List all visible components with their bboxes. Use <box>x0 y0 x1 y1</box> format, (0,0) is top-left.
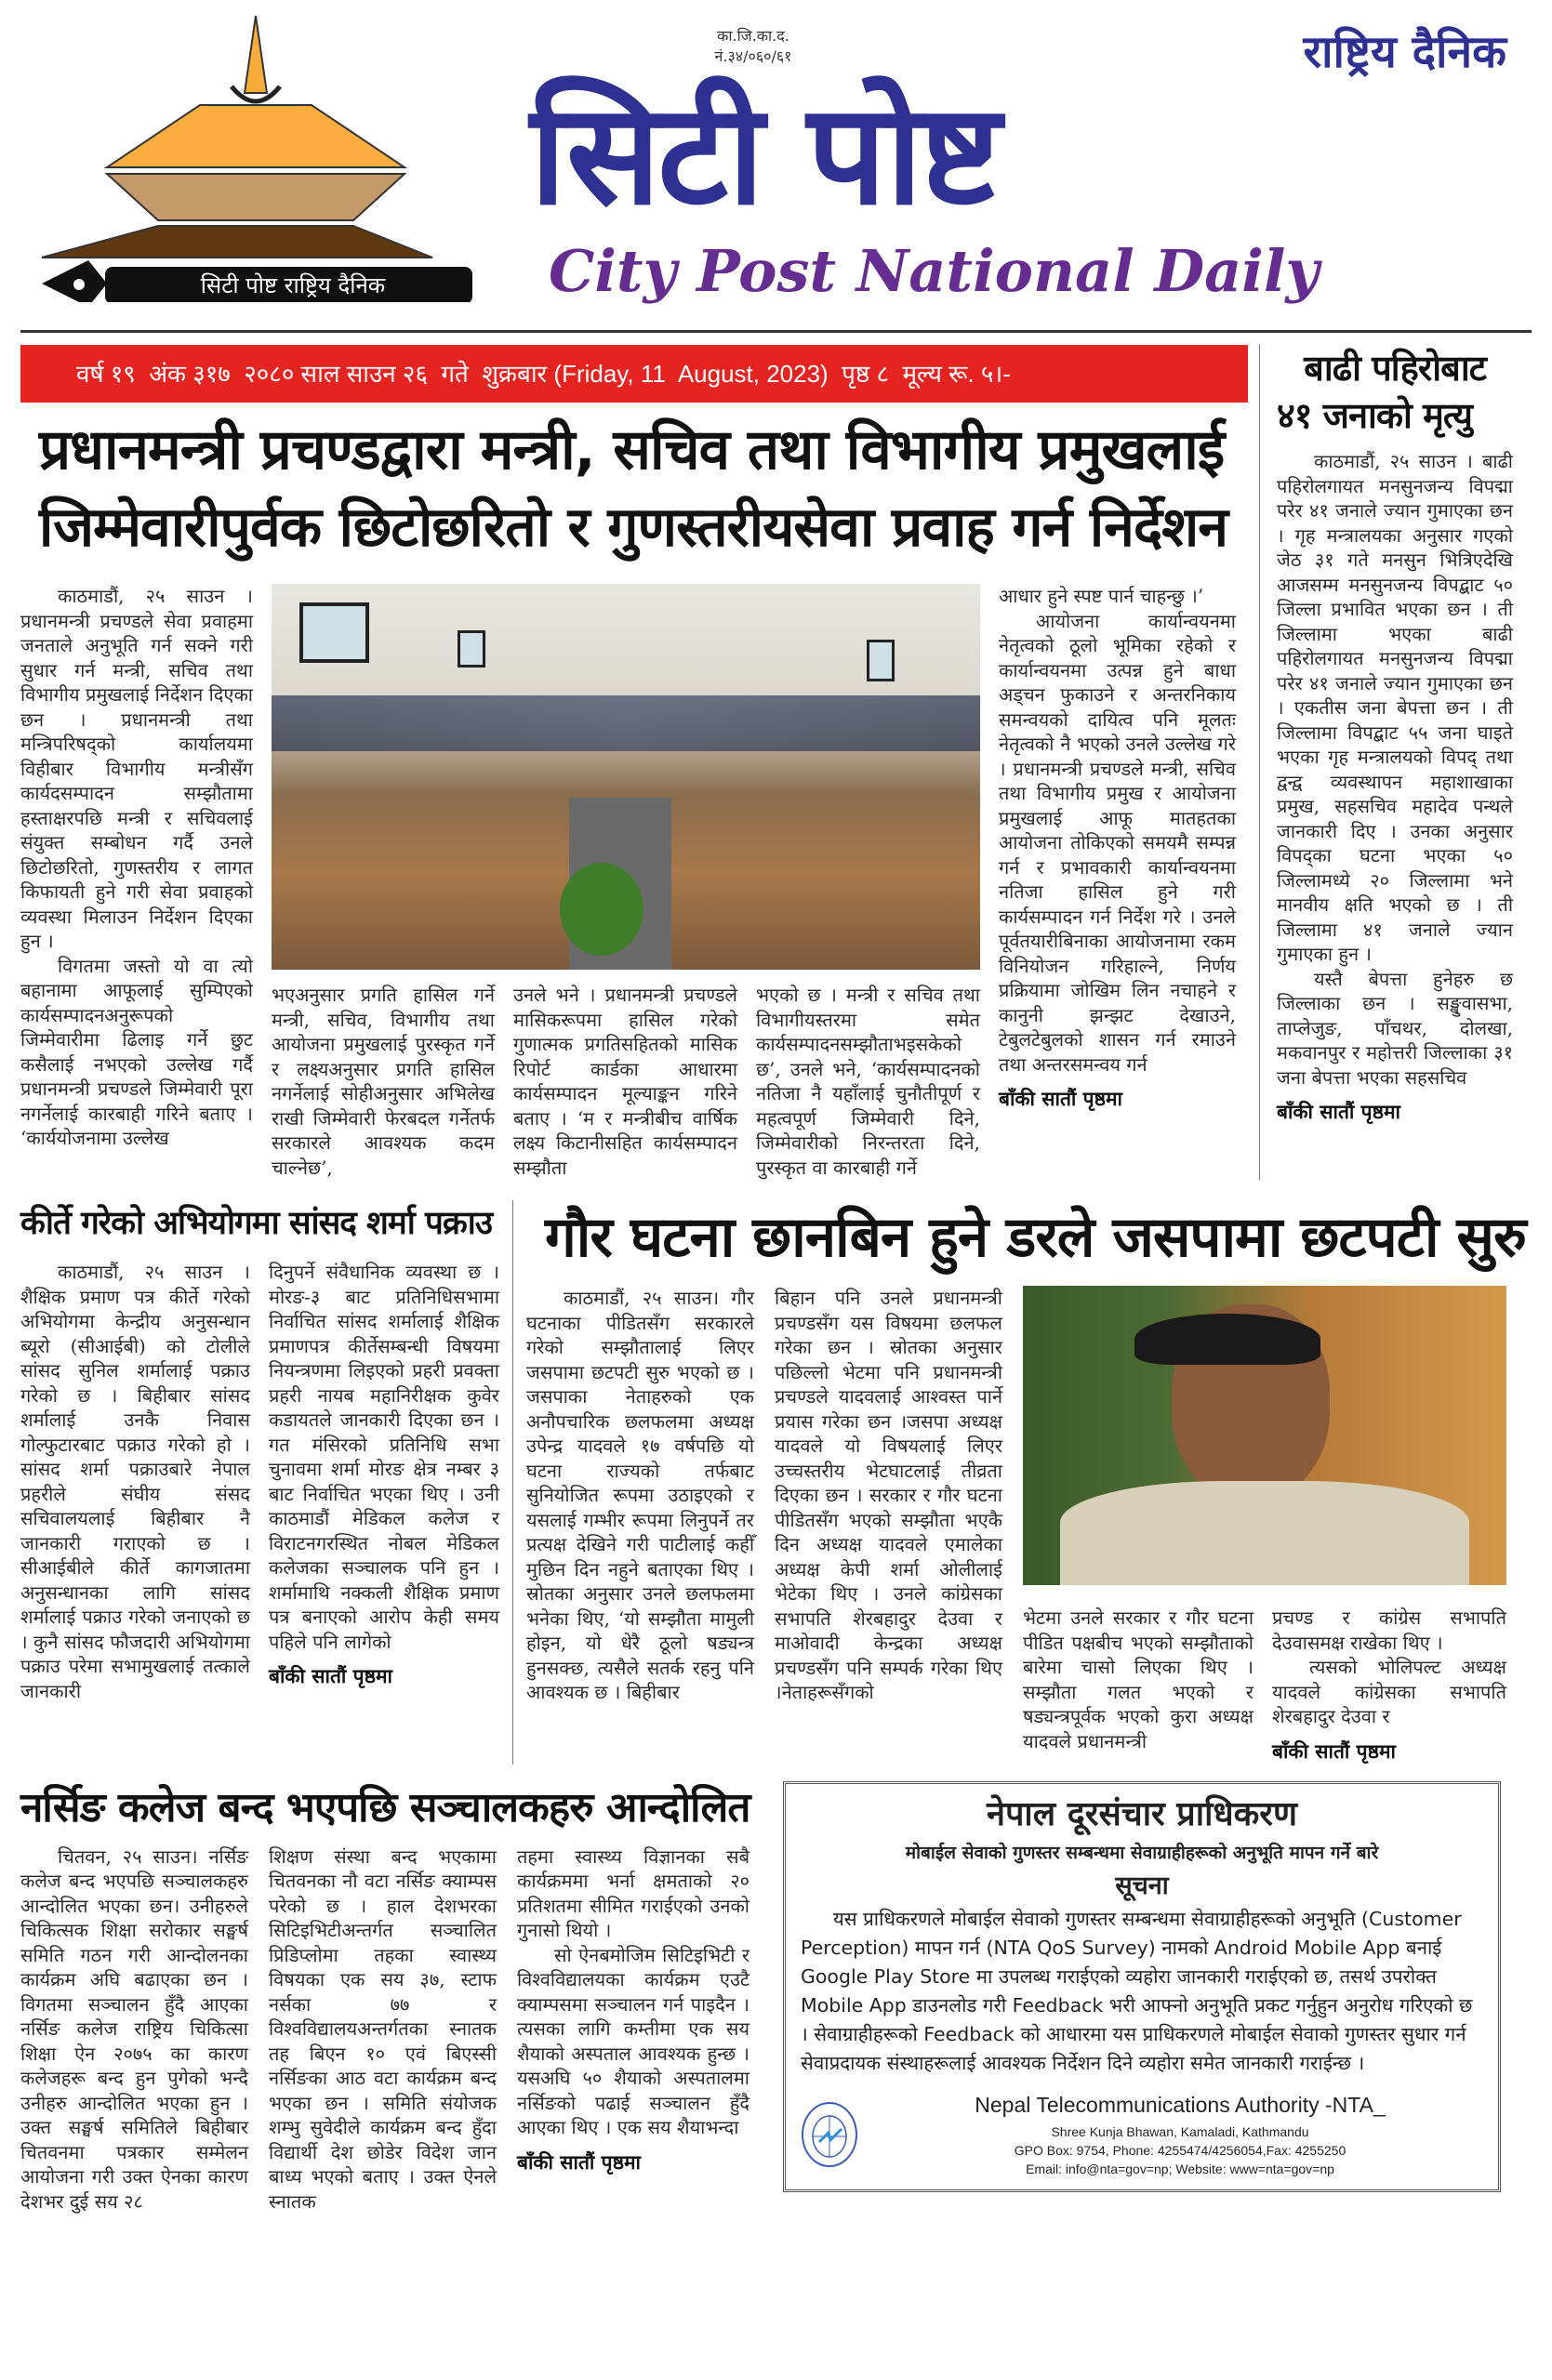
paragraph: यस्तै बेपत्ता हुनेहरु छ जिल्लाका छन । सङ्खुवासभा, ताप्लेजुङ, पाँचथर, दोलखा, मकवानपुर र महोत्तरी जिल्लाका ३१ जना बेपत्ता भएका सहसचिव <box>1277 967 1513 1089</box>
paragraph: उनले भने । प्रधानमन्त्री प्रचण्डले मासिकरूपमा हासिल गरेको गुणात्मक प्रगतिसहितको मासिक रिपोर्ट कार्डका आधारमा कार्यसम्पादन मूल्याङ्कन गरिने बताए । ‘म र मन्त्रीबीच वार्षिक लक्ष्य किटानीसहित कार्यसम्पादन सम्झौता <box>513 984 737 1179</box>
nta-subject: मोबाईल सेवाको गुणस्तर सम्बन्धमा सेवाग्राहीहरूको अनुभूति मापन गर्ने बारे <box>905 1842 1379 1863</box>
nta-contact <box>877 2091 1483 2178</box>
gaur-column <box>526 1286 754 1705</box>
city-post-logo <box>33 14 507 302</box>
paragraph: दिनुपर्ने संवैधानिक व्यवस्था छ । मोरङ-३ बाट प्रतिनिधिसभामा निर्वाचित सांसद शर्मालाई शैक्षिक प्रमाणपत्र कीर्तेसम्बन्धी विषयमा नियन्त्रणमा लिइएको प्रहरी प्रवक्ता प्रहरी नायब महानिरीक्षक कुवेर कडायतले जानकारी दिएका छन । गत मंसिरको प्रतिनिधि सभा चुनावमा शर्मा मोरङ क्षेत्र नम्बर ३ बाट निर्वाचित भएका थिए । उनी काठमाडौं मेडिकल कलेज र विराटनगरस्थित नोबल मेडिकल कलेजका सञ्चालक पनि हुन ।शर्मामाथि नक्कली शैक्षिक प्रमाण पत्र बनाएको आरोप केही समय पहिले पनि लागेको <box>269 1261 499 1653</box>
continued-link[interactable]: बाँकी सातौं पृष्ठमा <box>517 2150 641 2174</box>
upendra-yadav-photo <box>1023 1286 1506 1585</box>
sharma-column <box>20 1260 250 1703</box>
continued-link[interactable]: बाँकी सातौं पृष्ठमा <box>269 1665 392 1688</box>
paragraph: त्यसको भोलिपल्ट अध्यक्ष यादवले कांग्रेसका सभापति शेरबहादुर देउवा र <box>1272 1656 1506 1728</box>
column-divider <box>1259 345 1260 1180</box>
paragraph: आधार हुने स्पष्ट पार्न चाहन्छु ।’ <box>999 585 1204 608</box>
column-divider <box>512 1200 513 1764</box>
nta-email[interactable]: Email: info@nta=gov=np; Website: www=nta=gov=np <box>1026 2161 1334 2176</box>
lead-headline-line: प्रधानमन्त्री प्रचण्डद्वारा मन्त्री, सचिव तथा विभागीय प्रमुखलाई <box>39 417 1225 483</box>
nursing-story <box>20 1781 755 2215</box>
registration-number <box>651 26 856 67</box>
registration-line: नं.३४/०६०/६१ <box>714 47 792 65</box>
lead-headline-line: जिम्मेवारीपुर्वक छिटोछरितो र गुणस्तरीयसेवा प्रवाह गर्न निर्देशन <box>39 495 1228 560</box>
paragraph: तहमा स्वास्थ्य विज्ञानका सबै कार्यक्रममा भर्ना क्षमताको २० प्रतिशतमा सीमित गराईएको उनको गुनासो थियो । <box>517 1844 749 1942</box>
lead-column <box>272 983 495 1180</box>
gaur-column <box>1272 1606 1506 1729</box>
sidebar-column <box>1277 449 1513 1090</box>
paragraph: काठमाडौं, २५ साउन । बाढी पहिरोलगायत मनसुनजन्य विपद्मा परेर ४१ जनाले ज्यान गुमाएका छन । गृह मन्त्रालयका अनुसार गएको जेठ ३१ गते मनसुन भित्रिएदेखि आजसम्म मनसुनजन्य विपद्बाट ५० जिल्ला प्रभावित भएका छन । ती जिल्लामा भएका बाढी पहिरोलगायत मनसुनजन्य विपद्मा परेर ४१ जनाले ज्यान गुमाएका छन । एकतीस जना बेपत्ता छन । ती जिल्लामा विपद्बाट ५५ जना घाइते भएका गृह मन्त्रालयको विपद् तथा द्वन्द्व व्यवस्थापन महाशाखाका प्रमुख, सहसचिव महादेव पन्थले जानकारी दिए । उनका अनुसार विपद्का घटना भएका ५० जिल्लामध्ये २० जिल्लामा भने मानवीय क्षति भएको छ । ती जिल्लामा ४१ जनाले ज्यान गुमाएका हुन । <box>1277 450 1513 965</box>
nta-phone: GPO Box: 9754, Phone: 4255474/4256054,Fax: 4255250 <box>1014 2142 1346 2158</box>
paragraph: सो ऐनबमोजिम सिटिइभिटी र विश्वविद्यालयका कार्यक्रम एउटै क्याम्पसमा सञ्चालन गर्न पाइदैन । त्यसका लागि कम्तीमा एक सय शैयाको अस्पताल आवश्यक हुन्छ । यसअघि ५० शैयाको अस्पतालमा नर्सिङको पढाई सञ्चालन हुँदै आएका थिए । एक सय शैयाभन्दा <box>517 1943 749 2139</box>
paragraph: भएको छ । मन्त्री र सचिव तथा विभागीयस्तरमा समेत कार्यसम्पादनसम्झौताभइसकेको छ’, उनले भने, ‘कार्यसम्पादनको नतिजा नै यहाँलाई चुनौतीपूर्ण र महत्वपूर्ण जिम्मेवारी दिने, जिम्मेवारीको निरन्तरता दिने, पुरस्कृत वा कारबाही गर्ने <box>756 984 980 1179</box>
vest <box>1060 1481 1469 1585</box>
gaur-headline: गौर घटना छानबिन हुने डरले जसपामा छटपटी सुरु <box>545 1205 1526 1271</box>
sidebar-headline-line: बाढी पहिरोबाट <box>1304 348 1486 389</box>
nta-address: Shree Kunja Bhawan, Kamaladi, Kathmandu <box>1051 2123 1309 2139</box>
nta-notice-ad <box>783 1781 1501 2192</box>
masthead <box>0 0 1552 330</box>
continued-link[interactable]: बाँकी सातौं पृष्ठमा <box>999 1088 1122 1111</box>
plant <box>560 863 643 956</box>
nta-title: सूचना <box>1115 1871 1169 1900</box>
paragraph: बिहान पनि उनले प्रधानमन्त्री प्रचण्डसँग यस विषयमा छलफल गरेका छन । स्रोतका अनुसार पछिल्लो भेटमा पनि प्रधानमन्त्री प्रचण्डले यादवलाई आश्वस्त पार्ने प्रयास गरेका छन ।जसपा अध्यक्ष यादवले यो विषयलाई लिएर उच्चस्तरीय भेटघाटलाई तीव्रता दिएका छन । सरकार र गौर घटना पीडितसँग भएको सम्झौता भएकै दिन अध्यक्ष यादवले एमालेका अध्यक्ष केपी शर्मा ओलीलाई भेटेका थिए । उनले कांग्रेसका सभापति शेरबहादुर देउवा र माओवादी केन्द्रका अध्यक्ष प्रचण्डसँग पनि सम्पर्क गरेका थिए ।नेताहरूसँगको <box>775 1287 1002 1704</box>
nursing-column <box>20 1844 248 2215</box>
nta-seal-icon <box>801 2101 858 2168</box>
lead-column <box>999 584 1236 1077</box>
dateline-text: वर्ष १९ अंक ३१७ २०८० साल साउन २६ गते शुक्रबार (Friday, 11 August, 2023) पृष्ठ ८ मूल्य रू. ५।- <box>76 360 1011 388</box>
masthead-tagline: राष्ट्रिय दैनिक <box>1303 26 1506 78</box>
screen <box>458 630 485 668</box>
sharma-column <box>269 1260 499 1654</box>
continued-link[interactable]: बाँकी सातौं पृष्ठमा <box>1272 1739 1396 1763</box>
nursing-headline: नर्सिङ कलेज बन्द भएपछि सञ्चालकहरु आन्दोलित <box>20 1783 750 1831</box>
continued-link[interactable]: बाँकी सातौं पृष्ठमा <box>1277 1101 1400 1123</box>
paragraph: प्रचण्ड र कांग्रेस सभापति देउवासमक्ष राखेका थिए । <box>1272 1606 1506 1654</box>
registration-line: का.जि.का.द. <box>717 27 789 45</box>
dateline-bar <box>20 345 1248 403</box>
sharma-story <box>20 1200 499 1703</box>
nursing-column <box>269 1844 497 2215</box>
logo-caption: सिटी पोष्ट राष्ट्रिय दैनिक <box>200 272 386 298</box>
lead-story <box>20 345 1248 1180</box>
cabinet-meeting-photo <box>272 584 980 970</box>
gaur-column <box>775 1286 1002 1705</box>
masthead-title: सिटी पोष्ट <box>530 74 999 236</box>
gaur-story <box>526 1200 1531 1764</box>
paragraph: विगतमा जस्तो यो वा त्यो बहानामा आफूलाई सुम्पिएको कार्यसम्पादनअनुरूपको जिम्मेवारीमा ढिलाइ गर्ने छुट कसैलाई नभएको उल्लेख गर्दै प्रधानमन्त्री प्रचण्डले जिम्मेवारी पूरा नगर्नेलाई कारबाही गरिने बताए । ‘कार्ययोजनामा उल्लेख <box>20 954 253 1150</box>
paragraph: काठमाडौं, २५ साउन । प्रधानमन्त्री प्रचण्डले सेवा प्रवाहमा जनताले अनुभूति गर्न सक्ने गरी सुधार गर्न मन्त्री, सचिव तथा विभागीय प्रमुखलाई निर्देशन दिएका छन । प्रधानमन्त्री तथा मन्त्रिपरिषद्को कार्यालयमा विहीबार विभागीय मन्त्रीसँग कार्यदसम्पादन सम्झौतामा हस्ताक्षरपछि मन्त्री र सचिवलाई संयुक्त सम्बोधन गर्दै उनले छिटोछरितो, गुणस्तरीय र लागत किफायती हुने गरी सेवा प्रवाहको व्यवस्था मिलाउन निर्देशन दिएका हुन । <box>20 585 253 953</box>
paragraph: भेटमा उनले सरकार र गौर घटना पीडित पक्षबीच भएको सम्झौताको बारेमा चासो लिएका थिए । सम्झौता गलत भएको र षड्यन्त्रपूर्वक भएको कुरा अध्यक्ष यादवले प्रधानमन्त्री <box>1023 1606 1254 1752</box>
nta-org-name: नेपाल दूरसंचार प्राधिकरण <box>987 1794 1297 1833</box>
people-row <box>272 695 980 751</box>
sharma-headline: कीर्ते गरेको अभियोगमा सांसद शर्मा पक्राउ <box>20 1205 493 1243</box>
paragraph: आयोजना कार्यान्वयनमा नेतृत्वको ठूलो भूमिका रहेको र कार्यान्वयनमा उत्पन्न हुने बाधा अड्चन फुकाउने र अन्तरनिकाय समन्वयको दायित्व पनि मूलतः नेतृत्वको नै भएको उनले उल्लेख गरे । प्रधानमन्त्री प्रचण्डले मन्त्री, सचिव तथा विभागीय प्रमुख र आयोजना प्रमुखलाई आफू मातहतका आयोजना तोकिएको समयमै सम्पन्न गर्न र प्रभावकारी कार्यान्वयनमा नतिजा हासिल हुने गरी कार्यसम्पादन गर्न निर्देश गरे । उनले पूर्वतयारीबिनाका आयोजनामा रकम विनियोजन गरिहाल्ने, निर्णय प्रक्रियामा जोखिम लिन नचाहने र कानुनी झन्झट देखाउने, टेबुलटेबुलको शासन गर्न रमाउने तथा अन्तरसमन्वय गर्न <box>999 609 1236 1076</box>
sidebar-headline-line: ४१ जनाको मृत्यु <box>1277 395 1472 436</box>
paragraph: काठमाडौं, २५ साउन । शैक्षिक प्रमाण पत्र कीर्ते गरेको अभियोगमा केन्द्रीय अनुसन्धान ब्यूरो (सीआईबी) को टोलीले सांसद सुनिल शर्मालाई पक्राउ गरेको छ । बिहीबार सांसद शर्मालाई उनकै निवास गोल्फुटारबाट पक्राउ गरेको हो । सांसद शर्मा पक्राउबारे नेपाल प्रहरीले संघीय संसद सचिवालयलाई बिहीबार नै जानकारी गराएको छ । सीआईबीले कीर्ते कागजातमा अनुसन्धानका लागि सांसद शर्मालाई पक्राउ गरेको जनाएको छ । कुनै सांसद फौजदारी अभियोगमा पक्राउ परेमा सभामुखलाई तत्काले जानकारी <box>20 1261 250 1702</box>
paragraph: चितवन, २५ साउन। नर्सिङ कलेज बन्द भएपछि सञ्चालकहरु आन्दोलित भएका छन। उनीहरुले चिकित्सक शिक्षा सरोकार सङ्घर्ष समिति गठन गरी आन्दोलनका कार्यक्रम अघि बढाएका छन । विगतमा सञ्चालन हुँदै आएका नर्सिङ कलेज राष्ट्रिय चिकित्सा शिक्षा ऐन २०७५ का कारण कलेजहरू बन्द हुन पुगेको भन्दै उनीहरु आन्दोलित भएका हुन । उक्त सङ्घर्ष समितिले बिहीबार चितवनमा पत्रकार सम्मेलन आयोजना गरी उक्त ऐनका कारण देशभर दुई सय २८ <box>20 1844 248 2213</box>
screen <box>299 602 369 663</box>
paragraph: शिक्षण संस्था बन्द भएकामा चितवनका नौ वटा नर्सिङ क्याम्पस परेको छ । हाल देशभरका सिटिइभिटीअन्तर्गत सञ्चालित प्रिडिप्लोमा तहका स्वास्थ्य विषयका एक सय ३७, स्टाफ नर्सका ७७ र विश्वविद्यालयअन्तर्गतका स्नातक तह बिएन १० एवं बिएस्सी नर्सिङका आठ वटा कार्यक्रम बन्द भएका छन । समिति संयोजक शम्भु सुवेदीले कार्यक्रम बन्द हुँदा विद्यार्थी देश छोडेर विदेश जान बाध्य भएको बताए । उक्त ऐनले स्नातक <box>269 1844 497 2213</box>
lead-column <box>513 983 737 1180</box>
nursing-column <box>517 1844 749 2140</box>
gaur-column <box>1023 1606 1254 1753</box>
sidebar-story <box>1277 345 1513 1125</box>
nta-org-english: Nepal Telecommunications Authority -NTA_ <box>975 2092 1386 2117</box>
screen <box>867 640 895 681</box>
paragraph: भएअनुसार प्रगति हासिल गर्ने मन्त्री, सचिव, विभागीय तथा आयोजना प्रमुखलाई पुरस्कृत गर्ने र लक्ष्यअनुसार प्रगति हासिल नगर्नेलाई सोहीअनुसार अभिलेख राखी जिम्मेवारी फेरबदल गर्नेतर्फ सरकारले आवश्यक कदम चाल्नेछ’, <box>272 984 495 1179</box>
masthead-english-title: City Post National Daily <box>549 237 1320 305</box>
lead-column <box>20 584 253 1151</box>
hair <box>1134 1314 1320 1365</box>
lead-column <box>756 983 980 1180</box>
paragraph: काठमाडौं, २५ साउन। गौर घटनाका पीडितसँग सरकारले गरेको सम्झौतालाई लिएर जसपामा छटपटी सुरु भएको छ । जसपाका नेताहरुको एक अनौपचारिक छलफलमा अध्यक्ष उपेन्द्र यादवले १७ वर्षपछि यो घटना राज्यको तर्फबाट सुनियोजित रूपमा उठाइएको र यसलाई गम्भीर रूपमा लिनुपर्ने तर प्रत्यक्ष देखिने गरी पाटीलाई कहीँ मुछिन दिन नहुने बताएका थिए ।स्रोतका अनुसार उनले छलफलमा भनेका थिए, ‘यो सम्झौता मामुली होइन, यो धेरै ठूलो षड्यन्त्र हुनसक्छ, त्यसैले सतर्क रहनु पनि आवश्यक छ । बिहीबार <box>526 1287 754 1704</box>
masthead-rule <box>20 330 1532 333</box>
nta-body: यस प्राधिकरणले मोबाईल सेवाको गुणस्तर सम्बन्धमा सेवाग्राहीहरूको अनुभूति (Customer Perception) मापन गर्न (NTA QoS Survey) नामको Android Mobile App बनाई Google Play Store मा उपलब्ध गराईएको व्यहोरा जानकारी गराईएको छ, तसर्थ उपरोक्त Mobile App डाउनलोड गरी Feedback भरी आफ्नो अनुभूति प्रकट गर्नुहुन अनुरोध गरिएको छ । सेवाग्राहीहरूको Feedback को आधारमा यस प्राधिकरणले मोबाईल सेवाको गुणस्तर सुधार गर्न सेवाप्रदायक संस्थाहरूलाई आवश्यक निर्देशन दिने व्यहोरा समेत जानकारी गराईन्छ । <box>801 1907 1473 2074</box>
